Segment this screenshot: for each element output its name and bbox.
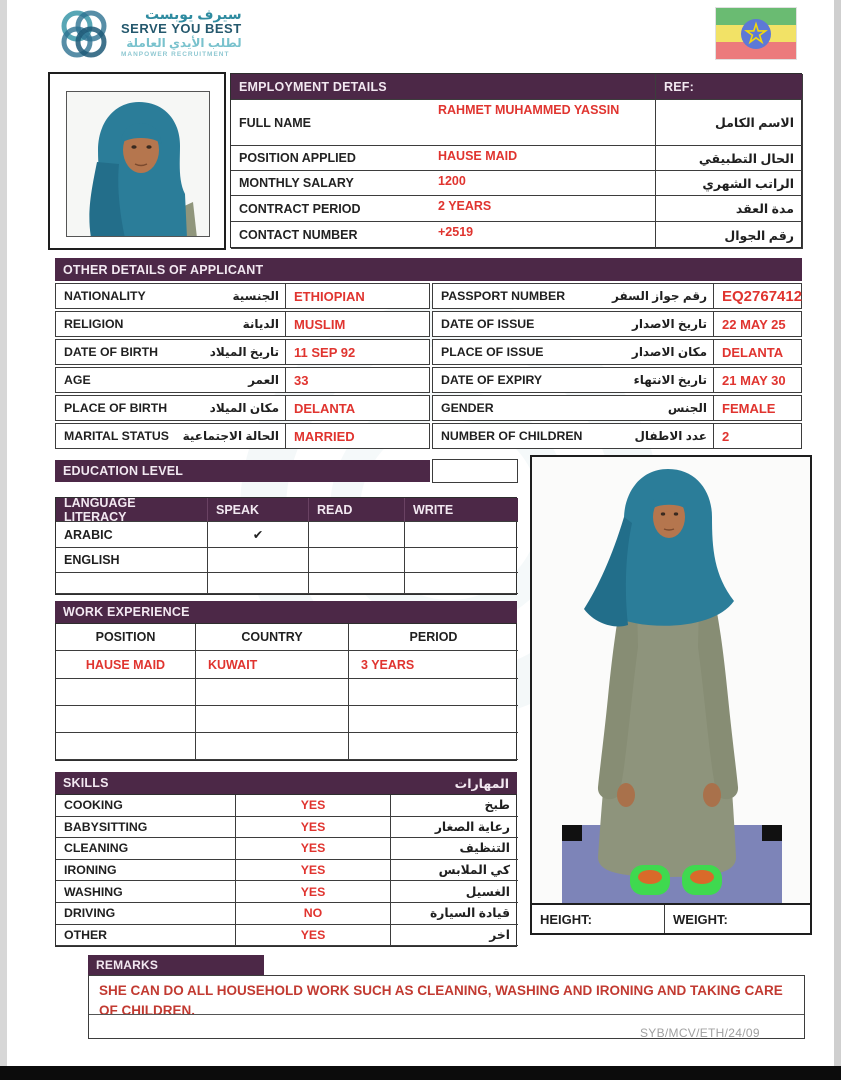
other-skill-label: OTHER [56,925,236,947]
age-arabic: العمر [248,373,279,387]
empty-read-cell [309,573,405,594]
employment-details-table [230,73,802,248]
education-level-header: EDUCATION LEVEL [55,460,430,482]
full-name-label: FULL NAME [231,100,430,146]
gender-value: FEMALE [722,400,776,416]
table-row [432,283,802,309]
empty-write-cell [405,573,518,594]
full-body-photo [532,457,810,903]
contact-number-arabic: رقم الجوال [656,222,803,249]
height-label: HEIGHT: [532,905,665,933]
marital-status-label: MARITAL STATUS [64,429,169,443]
gender-arabic: الجنس [667,401,707,415]
table-row [55,311,430,337]
work-country-value: KUWAIT [196,651,349,679]
position-header: POSITION [56,624,196,651]
cooking-arabic: طبخ [391,795,518,817]
monthly-salary-label: MONTHLY SALARY [231,171,430,196]
marital-status-value: MARRIED [294,428,355,444]
english-write-cell [405,548,518,573]
table-row [432,423,802,449]
full-body-photo-frame [530,455,812,905]
cooking-label: COOKING [56,795,236,817]
cooking-value: YES [236,795,391,817]
number-of-children-label: NUMBER OF CHILDREN [441,429,583,443]
driving-arabic: قيادة السيارة [391,903,518,925]
ironing-label: IRONING [56,860,236,882]
number-of-children-value: 2 [722,428,730,444]
other-details-left-table [55,283,430,449]
date-of-birth-label: DATE OF BIRTH [64,345,159,359]
arabic-read-cell [309,522,405,548]
agency-logo [55,6,242,69]
other-details-right-table [432,283,802,449]
cleaning-arabic: التنظيف [391,838,518,860]
religion-value: MUSLIM [294,316,346,332]
work-experience-table [55,623,517,761]
arabic-write-cell [405,522,518,548]
table-row [432,367,802,393]
place-of-birth-label: PLACE OF BIRTH [64,401,168,415]
reference-code-watermark: SYB/MCV/ETH/24/09 [640,1026,760,1040]
height-weight-row [530,905,812,935]
table-row [55,423,430,449]
babysitting-label: BABYSITTING [56,817,236,839]
empty-speak-cell [208,573,309,594]
empty-cell [196,679,349,706]
period-header: PERIOD [349,624,518,651]
date-of-expiry-label: DATE OF EXPIRY [441,373,543,387]
table-row [55,367,430,393]
empty-cell [349,679,518,706]
ironing-value: YES [236,860,391,882]
table-row [55,339,430,365]
country-header: COUNTRY [196,624,349,651]
empty-cell [349,706,518,733]
position-applied-value: HAUSE MAID [430,146,656,171]
empty-cell [196,733,349,760]
work-position-value: HAUSE MAID [56,651,196,679]
arabic-language-label: ARABIC [56,522,208,548]
place-of-issue-label: PLACE OF ISSUE [441,345,544,359]
language-literacy-header: LANGUAGE LITERACY [56,498,208,522]
weight-label: WEIGHT: [673,911,728,927]
table-row [432,339,802,365]
ironing-arabic: كي الملابس [391,860,518,882]
table-row [432,311,802,337]
cleaning-label: CLEANING [56,838,236,860]
skills-header-label: SKILLS [63,776,109,790]
place-of-birth-arabic: مكان الميلاد [209,401,279,415]
table-row [55,283,430,309]
nationality-value: ETHIOPIAN [294,288,365,304]
contract-period-arabic: مدة العقد [656,196,803,222]
table-row [432,395,802,421]
skills-table [55,794,517,947]
logo-tagline: MANPOWER RECRUITMENT [121,50,230,58]
position-applied-label: POSITION APPLIED [231,146,430,171]
date-of-issue-value: 22 MAY 25 [722,316,786,332]
remarks-divider [89,1014,804,1015]
page-edge-left [0,0,7,1080]
write-header: WRITE [405,498,518,522]
ref-header: REF: [656,74,803,100]
remarks-text: SHE CAN DO ALL HOUSEHOLD WORK SUCH AS CLEANING, WASHING AND IRONING AND TAKING CARE OF CHILDREN. [99,983,783,1019]
empty-cell [56,679,196,706]
driving-label: DRIVING [56,903,236,925]
babysitting-value: YES [236,817,391,839]
work-period-value: 3 YEARS [349,651,518,679]
age-value: 33 [294,372,309,388]
place-of-issue-arabic: مكان الاصدار [631,345,707,359]
number-of-children-arabic: عدد الاطفال [634,429,707,443]
date-of-birth-arabic: تاريخ الميلاد [209,345,279,359]
contract-period-label: CONTRACT PERIOD [231,196,430,222]
employment-details-header: EMPLOYMENT DETAILS [231,74,656,100]
passport-number-label: PASSPORT NUMBER [441,289,566,303]
empty-language-cell [56,573,208,594]
cleaning-value: YES [236,838,391,860]
date-of-issue-label: DATE OF ISSUE [441,317,535,331]
education-level-value-box [432,459,518,483]
english-speak-cell [208,548,309,573]
language-literacy-table [55,497,517,595]
speak-header: SPEAK [208,498,309,522]
scan-bottom-bar [0,1066,841,1080]
date-of-expiry-value: 21 MAY 30 [722,372,786,388]
babysitting-arabic: رعاية الصغار [391,817,518,839]
other-skill-value: YES [236,925,391,947]
logo-knot-icon [55,6,113,69]
contract-period-value: 2 YEARS [430,196,656,222]
remarks-header: REMARKS [88,955,264,975]
logo-name: SERVE YOU BEST [121,21,242,37]
date-of-expiry-arabic: تاريخ الانتهاء [633,373,707,387]
ethiopia-flag-icon [716,8,796,59]
driving-value: NO [236,903,391,925]
contact-number-value: +2519 [430,222,656,249]
contact-number-label: CONTACT NUMBER [231,222,430,249]
nationality-label: NATIONALITY [64,289,146,303]
passport-number-arabic: رقم جواز السفر [612,289,707,303]
washing-arabic: الغسيل [391,881,518,903]
arabic-speak-checkmark: ✔ [208,522,309,548]
date-of-issue-arabic: تاريخ الاصدار [631,317,707,331]
logo-arabic-name: سيرف يوبست [144,6,242,22]
washing-label: WASHING [56,881,236,903]
table-row [55,395,430,421]
page-edge-right [834,0,841,1080]
monthly-salary-arabic: الراتب الشهري [656,171,803,196]
empty-cell [196,706,349,733]
work-experience-header: WORK EXPERIENCE [55,601,517,623]
age-label: AGE [64,373,91,387]
portrait-photo-frame [48,72,226,250]
other-skill-arabic: اخر [391,925,518,947]
english-read-cell [309,548,405,573]
full-name-value: RAHMET MUHAMMED YASSIN [430,100,656,146]
date-of-birth-value: 11 SEP 92 [294,344,356,360]
passport-number-value: EQ2767412 [722,287,803,305]
religion-arabic: الديانة [242,317,279,331]
skills-header-arabic: المهارات [454,776,509,791]
marital-status-arabic: الحالة الاجتماعية [182,429,279,443]
empty-cell [56,733,196,760]
gender-label: GENDER [441,401,494,415]
washing-value: YES [236,881,391,903]
other-details-header: OTHER DETAILS OF APPLICANT [55,258,802,281]
position-applied-arabic: الحال التطبيقي [656,146,803,171]
nationality-arabic: الجنسية [232,289,279,303]
place-of-birth-value: DELANTA [294,400,356,416]
empty-cell [349,733,518,760]
monthly-salary-value: 1200 [430,171,656,196]
logo-arabic-tagline: لطلب الأيدي العاملة [126,36,242,51]
read-header: READ [309,498,405,522]
skills-header [55,772,517,794]
english-language-label: ENGLISH [56,548,208,573]
full-name-arabic: الاسم الكامل [656,100,803,146]
empty-cell [56,706,196,733]
portrait-photo [66,91,210,237]
religion-label: RELIGION [64,317,124,331]
place-of-issue-value: DELANTA [722,344,784,360]
flag-star-emblem-icon [739,17,773,51]
